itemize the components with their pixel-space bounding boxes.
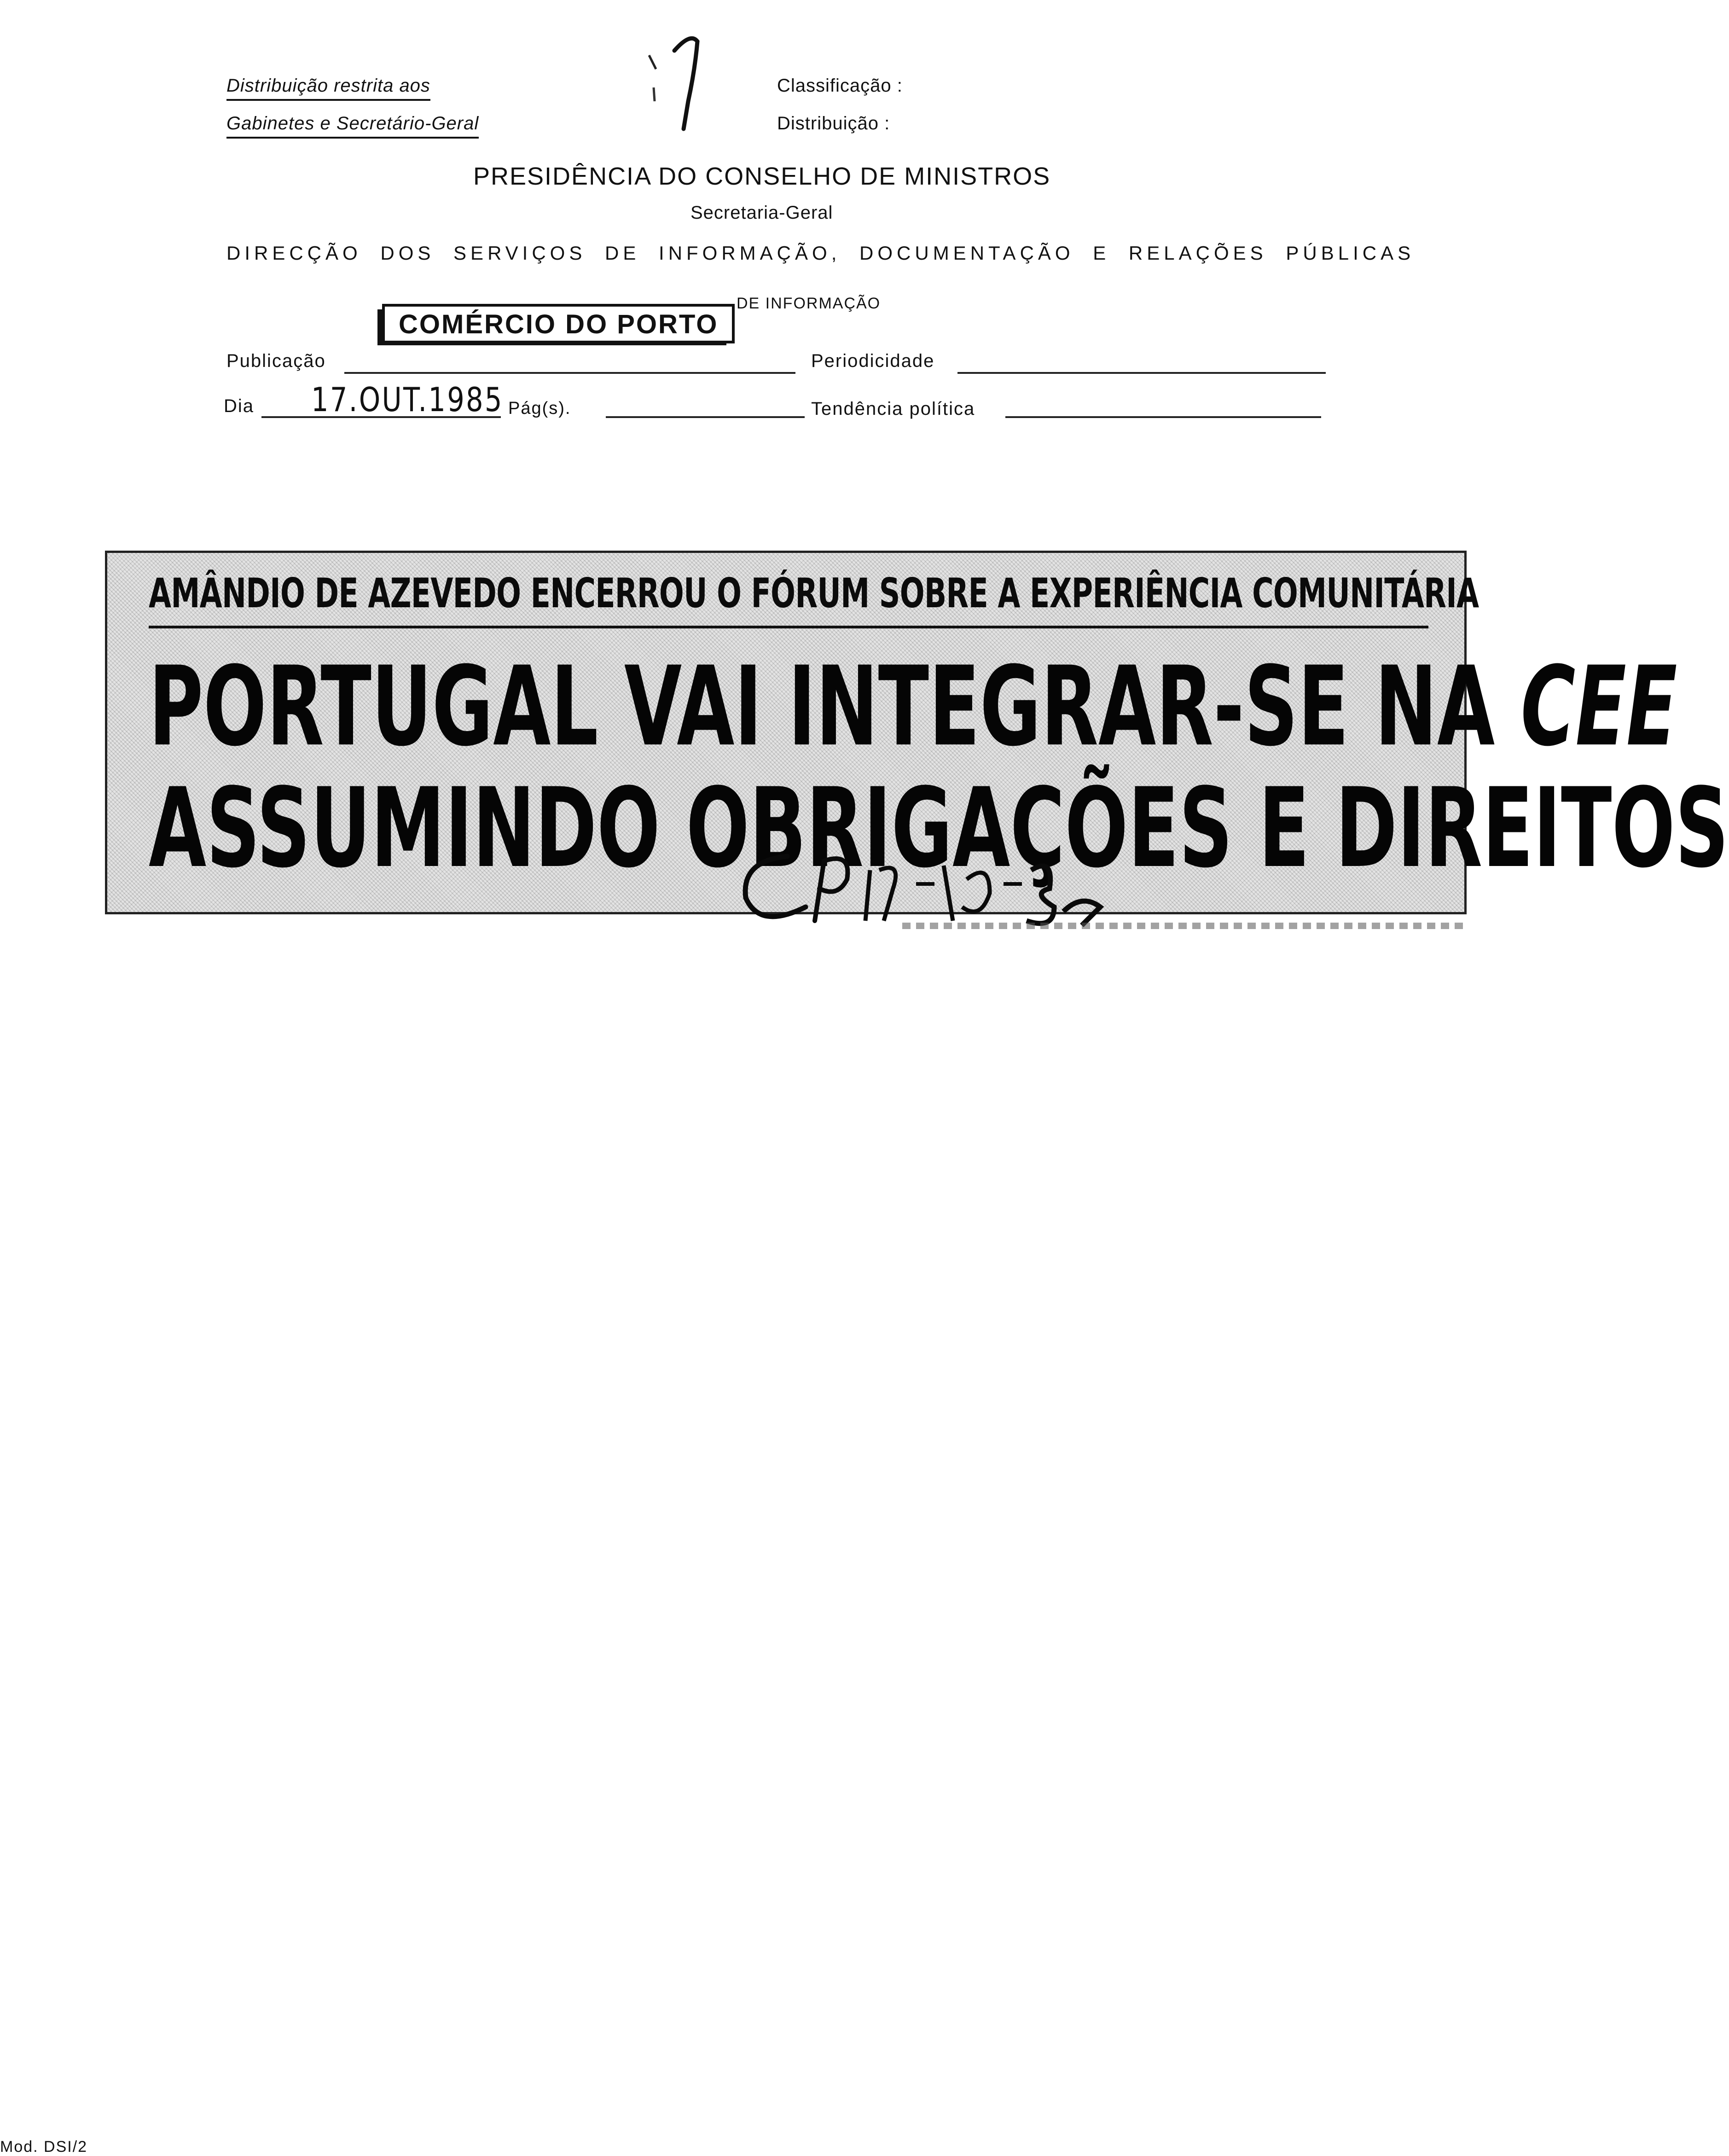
division-title: DE INFORMAÇÃO bbox=[737, 295, 881, 312]
pags-label: Pág(s). bbox=[508, 399, 571, 418]
clipping-headline-line2: ASSUMINDO OBRIGAÇÕES E DIREITOS bbox=[149, 765, 1729, 892]
headline-line1-text: PORTUGAL VAI INTEGRAR-SE NA bbox=[149, 643, 1495, 771]
distribution-restriction-line2: Gabinetes e Secretário-Geral bbox=[226, 113, 479, 139]
periodicidade-label: Periodicidade bbox=[811, 351, 935, 371]
headline-line1-italic: CEE bbox=[1520, 643, 1677, 771]
clipping-headline-line1 bbox=[149, 643, 1677, 771]
periodicidade-field-line bbox=[957, 372, 1326, 374]
distribution-restriction-line1: Distribuição restrita aos bbox=[226, 76, 430, 101]
date-stamp: 17.OUT.1985 bbox=[311, 380, 504, 419]
handwritten-number-mark bbox=[635, 23, 727, 134]
publicacao-field-line bbox=[344, 372, 795, 374]
page-title: PRESIDÊNCIA DO CONSELHO DE MINISTROS bbox=[473, 163, 1051, 190]
newspaper-stamp: COMÉRCIO DO PORTO bbox=[382, 304, 735, 343]
pags-field-line bbox=[606, 416, 805, 418]
clipping-bottom-strip bbox=[902, 923, 1468, 929]
dia-label: Dia bbox=[224, 396, 255, 416]
page-subtitle: Secretaria-Geral bbox=[690, 203, 833, 223]
direction-title: DIRECÇÃO DOS SERVIÇOS DE INFORMAÇÃO, DOCUMENTAÇÃO E RELAÇÕES PÚBLICAS bbox=[226, 242, 1415, 264]
clipping-divider bbox=[149, 626, 1428, 628]
classification-label: Classificação : bbox=[777, 76, 903, 96]
distribution-label: Distribuição : bbox=[777, 113, 890, 134]
form-code: Mod. DSI/2 bbox=[0, 2138, 88, 2156]
clipping-subheadline: AMÂNDIO DE AZEVEDO ENCERROU O FÓRUM SOBRE A EXPERIÊNCIA COMUNITÁRIA bbox=[149, 570, 1479, 617]
publicacao-label: Publicação bbox=[226, 351, 326, 371]
tendencia-label: Tendência política bbox=[811, 399, 975, 419]
tendencia-field-line bbox=[1005, 416, 1321, 418]
